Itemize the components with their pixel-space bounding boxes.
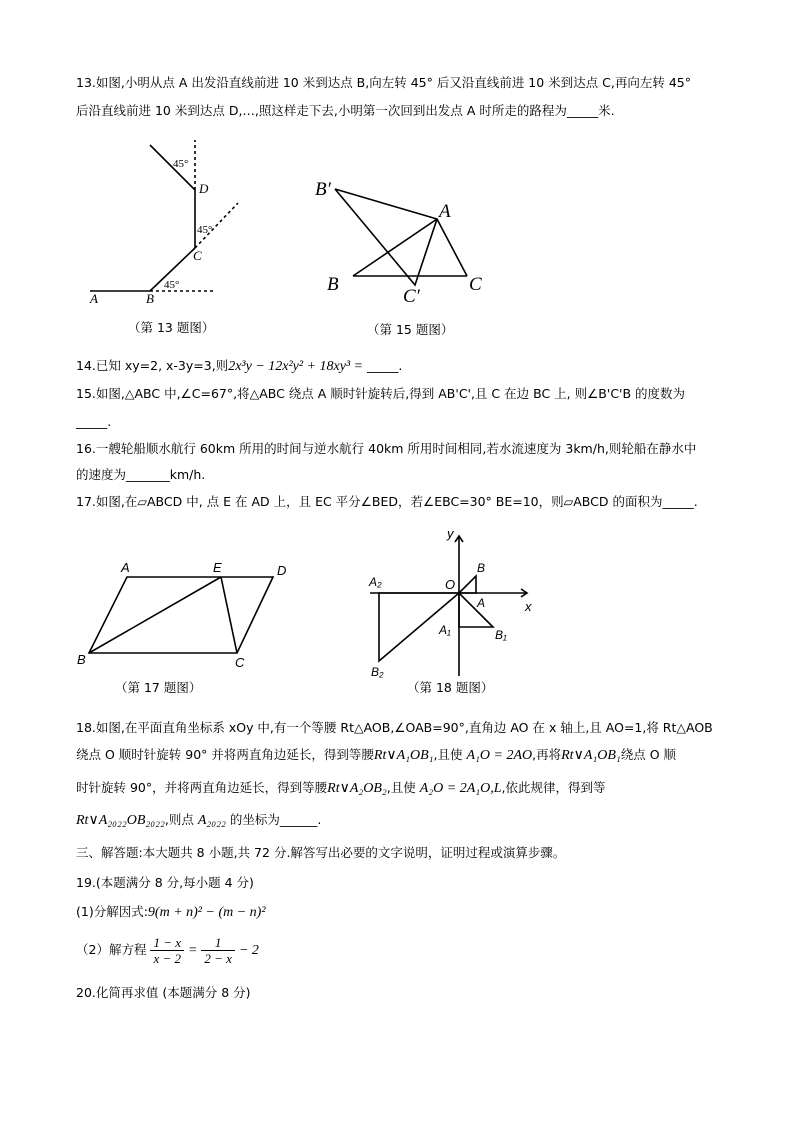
- label-B: B: [146, 291, 154, 306]
- label-B1: B₁: [495, 628, 507, 642]
- q18-line2: 绕点 O 顺时针旋转 90° 并将两直角边延长，得到等腰Rt∨A₁OB₁,且使 A₁O = 2AO,再将Rt∨A₁OB₁绕点 O 顺: [76, 747, 677, 763]
- label-C: C: [469, 274, 482, 295]
- q16-line2: 的速度为_______km/h.: [76, 467, 206, 482]
- q17-line1: 17.如图,在▱ABCD 中, 点 E 在 AD 上，且 EC 平分∠BED，若∠EBC=30° BE=10，则▱ABCD 的面积为_____.: [76, 494, 698, 509]
- label-A2: A₂: [369, 575, 382, 589]
- label-y: y: [447, 526, 454, 541]
- label-E: E: [213, 560, 222, 575]
- q18-line1: 18.如图,在平面直角坐标系 xOy 中,有一个等腰 Rt△AOB,∠OAB=90°,直角边 AO 在 x 轴上,且 AO=1,将 Rt△AOB: [76, 720, 713, 735]
- q18-line4: Rt∨A₂₀₂₂OB₂₀₂₂,则点 A₂₀₂₂ 的坐标为______.: [76, 812, 322, 828]
- figure-17: [75, 556, 295, 695]
- angle-B: 45°: [164, 279, 180, 291]
- label-A: A: [121, 560, 130, 575]
- q13-line1: 13.如图,小明从点 A 出发沿直线前进 10 米到达点 B,向左转 45° 后又沿直线前进 10 米到达点 C,再向左转 45°: [76, 75, 691, 90]
- label-C: C: [235, 655, 245, 670]
- label-B2: B₂: [371, 665, 384, 679]
- q13-line2: 后沿直线前进 10 米到达点 D,…,照这样走下去,小明第一次回到出发点 A 时所走的路程为_____米.: [76, 103, 615, 118]
- fraction-1: $\frac{1 - x}{x - 2}$: [150, 935, 184, 966]
- fig13-caption: （第 13 题图）: [128, 320, 215, 335]
- q15-line2: _____.: [76, 414, 112, 429]
- label-B: B: [477, 561, 486, 575]
- label-D: D: [277, 563, 287, 578]
- label-A: A: [439, 201, 451, 222]
- q19-part2: （2）解方程 $\frac{1 - x}{x - 2}$ = $\frac{1}{2 - x}$ − 2: [76, 935, 259, 966]
- fig17-caption: （第 17 题图）: [115, 680, 202, 695]
- q14-blank: _____.: [363, 358, 403, 373]
- label-C: C: [193, 248, 202, 263]
- label-x: x: [525, 599, 532, 614]
- label-D: D: [199, 181, 209, 196]
- q15-line1: 15.如图,△ABC 中,∠C=67°,将△ABC 绕点 A 顺时针旋转后,得到 AB'C',且 C 在边 BC 上, 则∠B'C'B 的度数为: [76, 386, 686, 401]
- section3-heading: 三、解答题:本大题共 8 小题,共 72 分.解答写出必要的文字说明，证明过程或演算步骤。: [76, 845, 566, 860]
- q18-line3: 时针旋转 90°，并将两直角边延长，得到等腰Rt∨A₂OB₂,且使 A₂O = 2A₁O,L,依此规律，得到等: [76, 780, 606, 796]
- label-B: B: [77, 652, 86, 667]
- q14-prefix: 14.已知 xy=2, x-3y=3,则: [76, 358, 229, 373]
- q19-title: 19.(本题满分 8 分,每小题 4 分): [76, 875, 254, 890]
- q14: [76, 358, 402, 375]
- q16-line1: 16.一艘轮船顺水航行 60km 所用的时间与逆水航行 40km 所用时间相同,若水流速度为 3km/h,则轮船在静水中: [76, 441, 697, 456]
- label-O: O: [445, 577, 456, 592]
- label-Cprime: C′: [403, 286, 420, 307]
- fraction-2: $\frac{1}{2 - x}$: [201, 935, 235, 966]
- label-A: A: [477, 596, 486, 610]
- label-Bprime: B′: [315, 179, 331, 200]
- q20: 20.化简再求值 (本题满分 8 分): [76, 985, 251, 1000]
- figure-15: [315, 175, 505, 335]
- q19-part1: (1)分解因式:9(m + n)² − (m − n)²: [76, 904, 266, 920]
- fig18-caption: （第 18 题图）: [407, 680, 494, 695]
- label-A: A: [90, 291, 98, 306]
- angle-C: 45°: [197, 224, 213, 236]
- angle-D: 45°: [173, 158, 189, 170]
- label-A1: A₁: [439, 623, 451, 637]
- figure-18: [365, 526, 545, 696]
- q14-expr: 2x³y − 12x²y² + 18xy³ =: [228, 359, 364, 374]
- figure-13: [80, 135, 250, 335]
- fig15-caption: （第 15 题图）: [367, 322, 454, 337]
- label-B: B: [327, 274, 339, 295]
